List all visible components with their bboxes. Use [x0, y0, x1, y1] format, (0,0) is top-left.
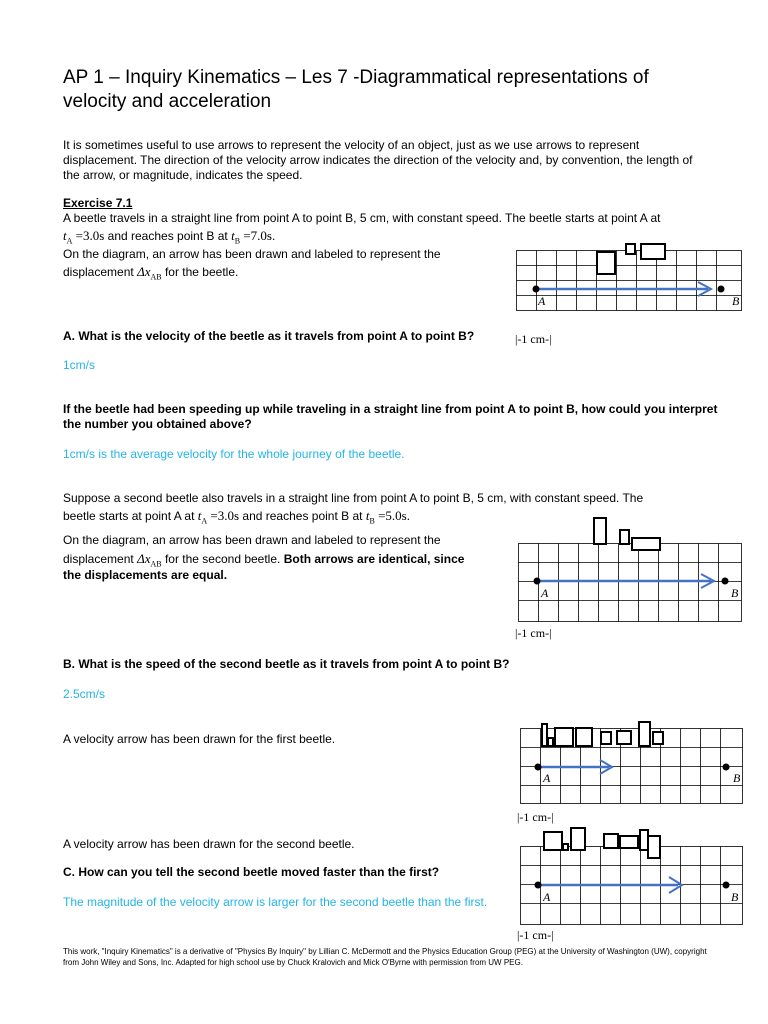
answer-c: The magnitude of the velocity arrow is larger for the second beetle than the first.	[63, 895, 488, 909]
dx-expression-2: $\Delta x_{AB}$	[137, 551, 162, 569]
exercise-times	[63, 228, 275, 249]
answer-speeding-up: 1cm/s is the average velocity for the whole journey of the beetle.	[63, 447, 405, 461]
answer-b: 2.5cm/s	[63, 687, 106, 701]
diagram-velocity-second	[517, 824, 745, 926]
scale-indicator-4: |-1 cm-|	[517, 928, 554, 942]
point-a-dot-3	[535, 764, 542, 771]
second-diagram-line1: On the diagram, an arrow has been drawn and labeled to represent the	[63, 533, 441, 547]
question-c: C. How can you tell the second beetle moved faster than the first?	[63, 865, 440, 879]
scale-indicator-1: |-1 cm-|	[515, 332, 552, 346]
diagram-displacement-first	[515, 240, 745, 320]
second-beetle-line1: Suppose a second beetle also travels in a straight line from point A to point B, 5 cm, with constant speed. The	[63, 491, 644, 505]
label-box-marks	[597, 244, 665, 274]
second-beetle-line2: beetle starts at point A at $t_A =3.0s$ and reaches point B at $t_B =5.0s$.	[63, 508, 410, 526]
velocity-first-text: A velocity arrow has been drawn for the first beetle.	[63, 732, 336, 746]
and-reaches-text: and reaches point B at	[107, 229, 228, 243]
tb-expression-2: $t_B =5.0s$.	[365, 508, 410, 526]
dx-expression: $\Delta x_{AB}$	[137, 264, 162, 282]
point-b-label: B	[732, 294, 740, 308]
ta-expression-2: $t_A =3.0s$	[197, 508, 240, 526]
diagram-instruction-line2: displacement $\Delta x_{AB}$ for the beetle.	[63, 264, 239, 282]
footer-credit: This work, "Inquiry Kinematics" is a derivative of "Physics By Inquiry" by Lillian C. McDermott and the Physics Education Group (PEG) at the University of Washington (UW), copyright from John Wiley and Sons, Inc. Adapted for high school use by Chuck Kralovich and Mick O'Byrne with permission from UW PEG.	[63, 947, 707, 967]
point-b-label-3: B	[733, 771, 741, 785]
question-b: B. What is the speed of the second beetle as it travels from point A to point B?	[63, 657, 510, 671]
point-b-label-4: B	[731, 890, 739, 904]
point-a-label: A	[538, 294, 546, 308]
diagram-displacement-second	[515, 510, 745, 625]
scale-indicator-3: |-1 cm-|	[517, 810, 554, 824]
velocity-second-text: A velocity arrow has been drawn for the second beetle.	[63, 837, 355, 851]
point-b-dot	[718, 286, 725, 293]
point-a-label-2: A	[541, 586, 549, 600]
question-speeding-up: If the beetle had been speeding up while traveling in a straight line from point A to point B, how could you interpret the number you obtained above?	[63, 402, 718, 431]
exercise-heading: Exercise 7.1	[63, 196, 133, 210]
point-a-dot-4	[535, 882, 542, 889]
scale-indicator-2: |-1 cm-|	[515, 626, 552, 640]
grid-lines	[517, 251, 742, 311]
point-b-dot-2	[722, 578, 729, 585]
point-b-dot-3	[723, 764, 730, 771]
second-diagram-line2: displacement $\Delta x_{AB}$ for the second beetle. Both arrows are identical, since	[63, 551, 465, 569]
diagram-velocity-first	[517, 716, 745, 806]
page-title: AP 1 – Inquiry Kinematics – Les 7 -Diagrammatical representations of velocity and acceleration	[63, 67, 649, 112]
ta-expression: $t_A =3.0s$	[63, 228, 105, 246]
point-b-label-2: B	[731, 586, 739, 600]
intro-paragraph: It is sometimes useful to use arrows to represent the velocity of an object, just as we use arrows to represent displacement. The direction of the velocity arrow indicates the direction of the velocity and, by convention, the length of the arrow, or magnitude, indicates the speed.	[63, 138, 693, 182]
point-a-label-3: A	[543, 771, 551, 785]
point-b-dot-4	[723, 882, 730, 889]
label-box-marks-4	[544, 828, 660, 858]
point-a-label-4: A	[543, 890, 551, 904]
question-a: A. What is the velocity of the beetle as it travels from point A to point B?	[63, 329, 475, 343]
label-box-marks-3	[542, 722, 663, 746]
point-a-dot	[533, 286, 540, 293]
diagram-instruction-line1: On the diagram, an arrow has been drawn and labeled to represent the	[63, 247, 441, 261]
exercise-line1: A beetle travels in a straight line from point A to point B, 5 cm, with constant speed. The beetle starts at point A at	[63, 211, 661, 225]
point-a-dot-2	[534, 578, 541, 585]
second-diagram-line3: the displacements are equal.	[63, 568, 228, 582]
label-box-marks-2	[594, 518, 660, 550]
answer-a: 1cm/s	[63, 358, 96, 372]
grid-lines-2	[519, 544, 742, 622]
tb-expression: $t_B =7.0s$.	[231, 228, 276, 246]
